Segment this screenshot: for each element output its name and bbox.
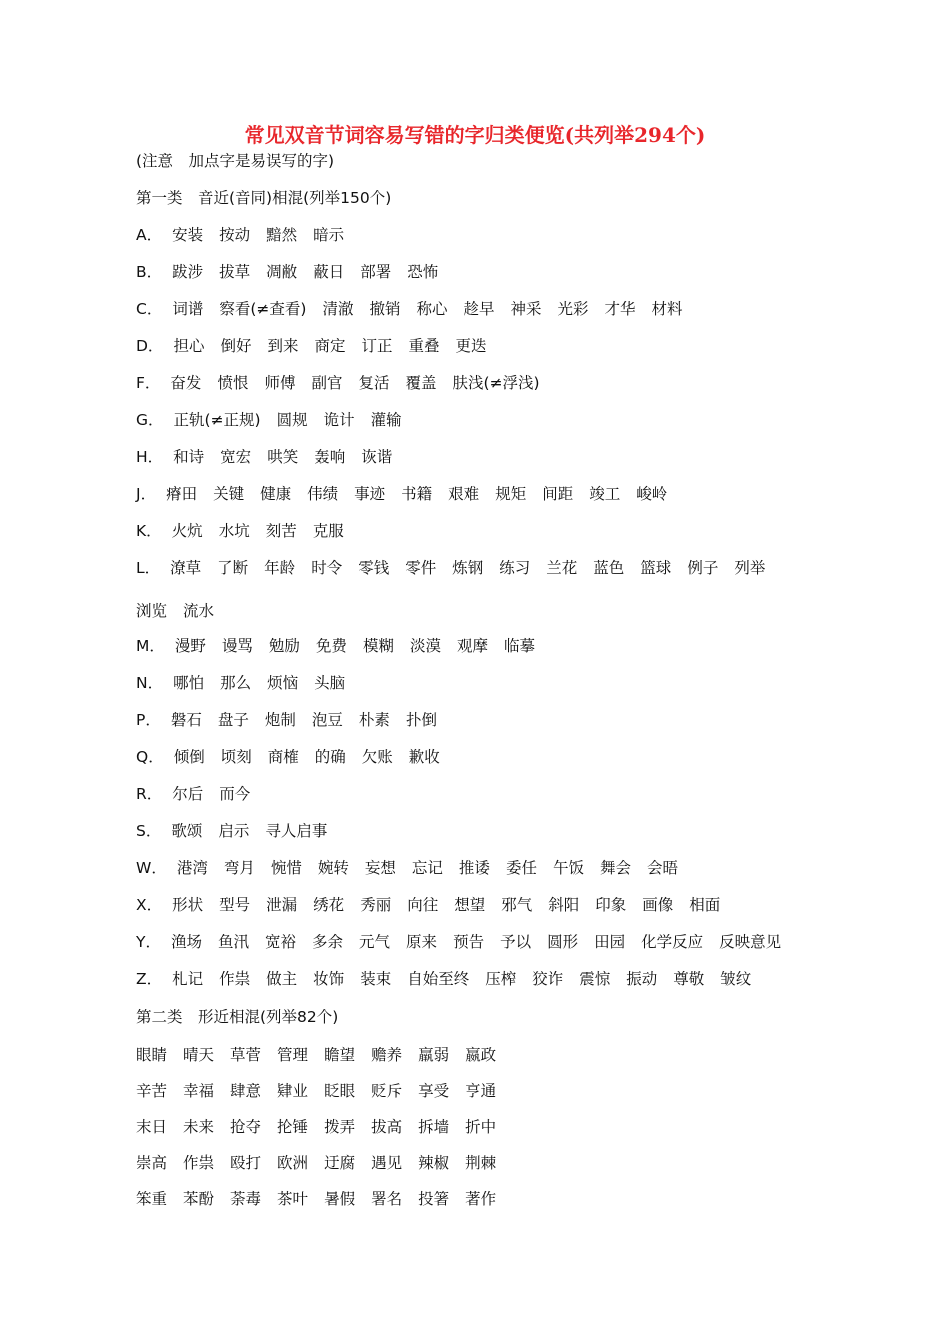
word: 歌颂 xyxy=(171,822,203,840)
word-group-k xyxy=(136,520,344,542)
word: 跋涉 xyxy=(172,263,204,281)
group-letter: L． xyxy=(136,559,161,577)
word-group-p xyxy=(136,709,437,731)
word: 管理 xyxy=(277,1046,309,1064)
word: 尔后 xyxy=(172,785,204,803)
word: 型号 xyxy=(219,896,251,914)
word: 烦恼 xyxy=(267,674,299,692)
word: 辣椒 xyxy=(418,1154,450,1172)
word: 舞会 xyxy=(599,859,631,877)
word-group-s xyxy=(136,820,327,842)
word: 宽裕 xyxy=(265,933,297,951)
word: 磐石 xyxy=(170,711,202,729)
word-group-x xyxy=(136,894,720,916)
group-letter: B． xyxy=(136,263,163,281)
word: 峻岭 xyxy=(636,485,668,503)
word: 苯酚 xyxy=(183,1190,215,1208)
word: 蓝色 xyxy=(593,559,625,577)
word: 折中 xyxy=(465,1118,497,1136)
note-line: (注意 加点字是易误写的字) xyxy=(136,152,335,170)
word: 末日 xyxy=(136,1118,168,1136)
word: 安装 xyxy=(172,226,204,244)
word: 轰响 xyxy=(314,448,346,466)
word: 元气 xyxy=(359,933,391,951)
word: 正轨(≠正规) xyxy=(173,411,261,429)
word: 尊敬 xyxy=(673,970,705,988)
word-group-n xyxy=(136,672,345,694)
word: 画像 xyxy=(642,896,674,914)
word: 欠账 xyxy=(361,748,393,766)
word: 蔽日 xyxy=(313,263,345,281)
word: 绣花 xyxy=(313,896,345,914)
word-group-j xyxy=(136,483,667,505)
word: 篮球 xyxy=(640,559,672,577)
word: 会晤 xyxy=(646,859,678,877)
word: 肤浅(≠浮浅) xyxy=(452,374,540,392)
word: 原来 xyxy=(406,933,438,951)
word: 抡锤 xyxy=(277,1118,309,1136)
word-row xyxy=(136,1116,496,1138)
group-letter: H． xyxy=(136,448,164,466)
word-row xyxy=(136,1188,496,1210)
word: 头脑 xyxy=(314,674,346,692)
group-letter: K． xyxy=(136,522,162,540)
word-group-l-continuation xyxy=(136,600,214,622)
word: 勉励 xyxy=(268,637,300,655)
word: 迂腐 xyxy=(324,1154,356,1172)
word: 忘记 xyxy=(411,859,443,877)
word: 那么 xyxy=(220,674,252,692)
word-group-z xyxy=(136,968,751,990)
word-group-c xyxy=(136,298,683,320)
word: 港湾 xyxy=(176,859,208,877)
word: 愤恨 xyxy=(217,374,249,392)
word: 担心 xyxy=(173,337,205,355)
word: 副官 xyxy=(311,374,343,392)
word: 泡豆 xyxy=(311,711,343,729)
word: 间距 xyxy=(542,485,574,503)
word: 启示 xyxy=(218,822,250,840)
word: 灌输 xyxy=(370,411,402,429)
word: 暑假 xyxy=(324,1190,356,1208)
word: 顷刻 xyxy=(220,748,252,766)
word: 鱼汛 xyxy=(217,933,249,951)
word: 到来 xyxy=(267,337,299,355)
word: 艰难 xyxy=(448,485,480,503)
word: 材料 xyxy=(651,300,683,318)
word-row xyxy=(136,1044,496,1066)
word: 压榨 xyxy=(485,970,517,988)
word: 察看(≠查看) xyxy=(219,300,307,318)
word: 的确 xyxy=(314,748,346,766)
word: 殴打 xyxy=(230,1154,262,1172)
group-letter: D． xyxy=(136,337,164,355)
word: 练习 xyxy=(499,559,531,577)
word: 了断 xyxy=(217,559,249,577)
group-letter: W． xyxy=(136,859,167,877)
word: 健康 xyxy=(260,485,292,503)
word: 事迹 xyxy=(354,485,386,503)
word: 浏览 xyxy=(136,602,168,620)
word: 自始至终 xyxy=(407,970,470,988)
word: 振动 xyxy=(626,970,658,988)
word: 笨重 xyxy=(136,1190,168,1208)
group-letter: Q． xyxy=(136,748,164,766)
word: 拆墙 xyxy=(418,1118,450,1136)
word-group-h xyxy=(136,446,392,468)
word: 狡诈 xyxy=(532,970,564,988)
word: 妄想 xyxy=(364,859,396,877)
word: 震惊 xyxy=(579,970,611,988)
word: 零件 xyxy=(405,559,437,577)
word: 作祟 xyxy=(183,1154,215,1172)
word: 邪气 xyxy=(501,896,533,914)
word: 宽宏 xyxy=(220,448,252,466)
word: 清澈 xyxy=(322,300,354,318)
word: 兰花 xyxy=(546,559,578,577)
word: 茶叶 xyxy=(277,1190,309,1208)
word: 肄业 xyxy=(277,1082,309,1100)
group-letter: P． xyxy=(136,711,161,729)
word: 札记 xyxy=(172,970,204,988)
word: 撤销 xyxy=(369,300,401,318)
group-letter: G． xyxy=(136,411,164,429)
word: 恐怖 xyxy=(407,263,439,281)
word: 羸弱 xyxy=(418,1046,450,1064)
word: 晴天 xyxy=(183,1046,215,1064)
word: 临摹 xyxy=(503,637,535,655)
word: 泄漏 xyxy=(266,896,298,914)
word: 师傅 xyxy=(264,374,296,392)
word: 形状 xyxy=(172,896,204,914)
word: 扑倒 xyxy=(405,711,437,729)
word: 商榷 xyxy=(267,748,299,766)
word: 草菅 xyxy=(230,1046,262,1064)
word: 规矩 xyxy=(495,485,527,503)
word: 哄笑 xyxy=(267,448,299,466)
word: 炼钢 xyxy=(452,559,484,577)
group-letter: C． xyxy=(136,300,163,318)
word-group-d xyxy=(136,335,487,357)
word: 想望 xyxy=(454,896,486,914)
word: 斜阳 xyxy=(548,896,580,914)
word: 予以 xyxy=(500,933,532,951)
word: 欧洲 xyxy=(277,1154,309,1172)
word: 黯然 xyxy=(266,226,298,244)
word-group-l xyxy=(136,557,765,579)
word: 书籍 xyxy=(401,485,433,503)
word: 流水 xyxy=(183,602,215,620)
group-letter: F． xyxy=(136,374,161,392)
word: 凋敝 xyxy=(266,263,298,281)
word-group-r xyxy=(136,783,250,805)
group-letter: Y． xyxy=(136,933,161,951)
word: 寻人启事 xyxy=(265,822,328,840)
word: 预告 xyxy=(453,933,485,951)
word: 做主 xyxy=(266,970,298,988)
word: 列举 xyxy=(734,559,766,577)
word: 遇见 xyxy=(371,1154,403,1172)
word: 订正 xyxy=(361,337,393,355)
word: 崇高 xyxy=(136,1154,168,1172)
word: 炮制 xyxy=(264,711,296,729)
word: 相面 xyxy=(689,896,721,914)
word: 嬴政 xyxy=(465,1046,497,1064)
word: 漫野 xyxy=(174,637,206,655)
word: 惋惜 xyxy=(270,859,302,877)
word: 拨弄 xyxy=(324,1118,356,1136)
word: 诡计 xyxy=(323,411,355,429)
group-letter: J． xyxy=(136,485,157,503)
word: 关键 xyxy=(213,485,245,503)
word: 辛苦 xyxy=(136,1082,168,1100)
word: 秀丽 xyxy=(360,896,392,914)
word: 复活 xyxy=(358,374,390,392)
word: 瞻望 xyxy=(324,1046,356,1064)
word: 印象 xyxy=(595,896,627,914)
word-group-a xyxy=(136,224,344,246)
word-row xyxy=(136,1152,496,1174)
word: 而今 xyxy=(219,785,251,803)
word: 眨眼 xyxy=(324,1082,356,1100)
word: 圆规 xyxy=(276,411,308,429)
word: 模糊 xyxy=(362,637,394,655)
word: 倾倒 xyxy=(173,748,205,766)
word-group-f xyxy=(136,372,540,394)
word: 商定 xyxy=(314,337,346,355)
word-group-w xyxy=(136,857,678,879)
word: 竣工 xyxy=(589,485,621,503)
word: 免费 xyxy=(315,637,347,655)
word: 盘子 xyxy=(217,711,249,729)
word: 潦草 xyxy=(170,559,202,577)
word: 和诗 xyxy=(173,448,205,466)
word: 皱纹 xyxy=(720,970,752,988)
word: 更迭 xyxy=(455,337,487,355)
group-letter: S． xyxy=(136,822,162,840)
word-group-b xyxy=(136,261,438,283)
word: 贬斥 xyxy=(371,1082,403,1100)
word: 歉收 xyxy=(408,748,440,766)
word: 亨通 xyxy=(465,1082,497,1100)
word: 拔草 xyxy=(219,263,251,281)
word: 暗示 xyxy=(313,226,345,244)
word: 午饭 xyxy=(552,859,584,877)
word: 田园 xyxy=(594,933,626,951)
word: 词谱 xyxy=(172,300,204,318)
word: 幸福 xyxy=(183,1082,215,1100)
word: 伟绩 xyxy=(307,485,339,503)
word: 装束 xyxy=(360,970,392,988)
word: 按动 xyxy=(219,226,251,244)
word: 多余 xyxy=(312,933,344,951)
group-letter: A． xyxy=(136,226,163,244)
word-row xyxy=(136,1080,496,1102)
word: 渔场 xyxy=(170,933,202,951)
word: 覆盖 xyxy=(405,374,437,392)
word: 化学反应 xyxy=(641,933,704,951)
word: 淡漠 xyxy=(409,637,441,655)
word: 向往 xyxy=(407,896,439,914)
word: 倒好 xyxy=(220,337,252,355)
word: 未来 xyxy=(183,1118,215,1136)
word: 瘠田 xyxy=(166,485,198,503)
section-heading: 第一类 音近(音同)相混(列举150个) xyxy=(136,189,392,207)
word: 诙谐 xyxy=(361,448,393,466)
word: 哪怕 xyxy=(173,674,205,692)
word: 署名 xyxy=(371,1190,403,1208)
group-letter: M． xyxy=(136,637,165,655)
word: 称心 xyxy=(416,300,448,318)
word: 部署 xyxy=(360,263,392,281)
word: 荆棘 xyxy=(465,1154,497,1172)
word: 零钱 xyxy=(358,559,390,577)
word: 例子 xyxy=(687,559,719,577)
word: 肆意 xyxy=(230,1082,262,1100)
word: 神采 xyxy=(510,300,542,318)
group-letter: R． xyxy=(136,785,163,803)
word: 水坑 xyxy=(218,522,250,540)
word-group-g xyxy=(136,409,402,431)
word: 弯月 xyxy=(223,859,255,877)
word: 才华 xyxy=(604,300,636,318)
word: 朴素 xyxy=(358,711,390,729)
word: 重叠 xyxy=(408,337,440,355)
word: 抢夺 xyxy=(230,1118,262,1136)
word: 光彩 xyxy=(557,300,589,318)
group-letter: X． xyxy=(136,896,163,914)
word: 委任 xyxy=(505,859,537,877)
word: 作祟 xyxy=(219,970,251,988)
word: 投箸 xyxy=(418,1190,450,1208)
word: 著作 xyxy=(465,1190,497,1208)
word-group-y xyxy=(136,931,781,953)
word: 推诿 xyxy=(458,859,490,877)
word: 享受 xyxy=(418,1082,450,1100)
word: 圆形 xyxy=(547,933,579,951)
word: 谩骂 xyxy=(221,637,253,655)
section-heading: 第二类 形近相混(列举82个) xyxy=(136,1008,339,1026)
word: 妆饰 xyxy=(313,970,345,988)
word: 赡养 xyxy=(371,1046,403,1064)
word: 刻苦 xyxy=(265,522,297,540)
word: 克服 xyxy=(312,522,344,540)
word-group-q xyxy=(136,746,440,768)
document-title: 常见双音节词容易写错的字归类便览(共列举294个) xyxy=(244,123,706,147)
word: 拔高 xyxy=(371,1118,403,1136)
word: 婉转 xyxy=(317,859,349,877)
word-group-m xyxy=(136,635,535,657)
group-letter: Z． xyxy=(136,970,163,988)
word: 眼睛 xyxy=(136,1046,168,1064)
word: 观摩 xyxy=(456,637,488,655)
word: 时令 xyxy=(311,559,343,577)
word: 荼毒 xyxy=(230,1190,262,1208)
word: 奋发 xyxy=(170,374,202,392)
word: 反映意见 xyxy=(719,933,782,951)
group-letter: N． xyxy=(136,674,164,692)
word: 年龄 xyxy=(264,559,296,577)
word: 火炕 xyxy=(171,522,203,540)
word: 趁早 xyxy=(463,300,495,318)
